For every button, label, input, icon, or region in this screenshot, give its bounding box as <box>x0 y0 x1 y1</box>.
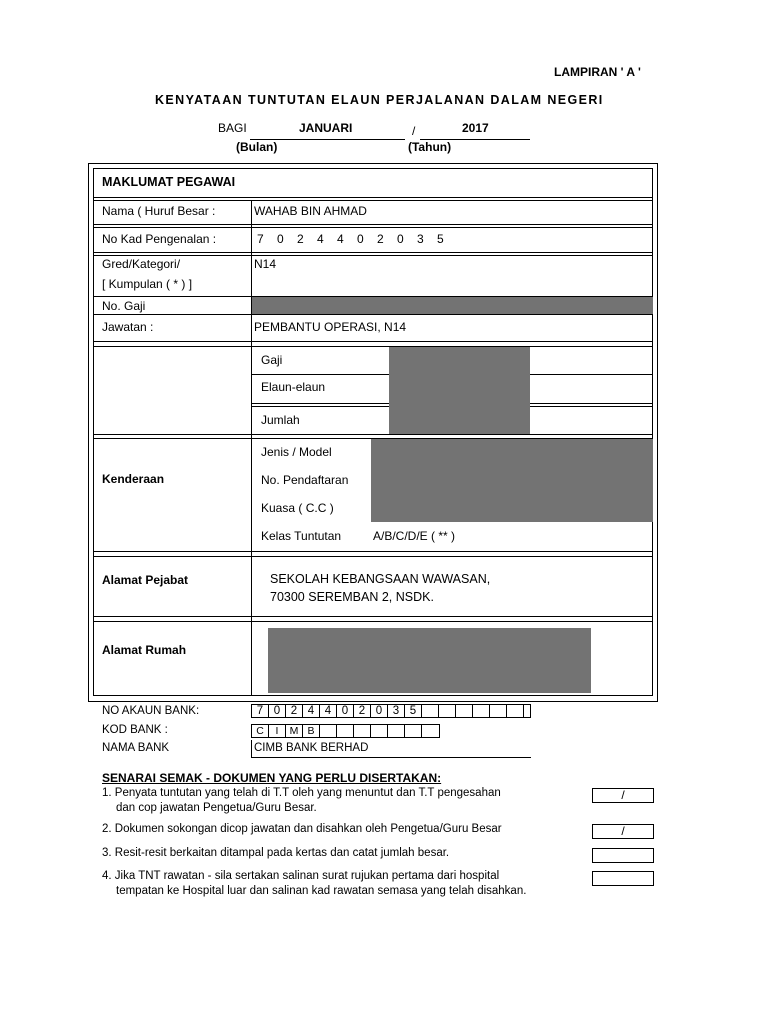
nama-bank-value: CIMB BANK BERHAD <box>254 742 369 754</box>
month-value: JANUARI <box>299 121 353 135</box>
ic-digit: 0 <box>277 232 284 246</box>
ic-digit: 2 <box>297 232 304 246</box>
akaun-cell <box>489 704 507 718</box>
akaun-cell <box>523 704 531 718</box>
akaun-label: NO AKAUN BANK: <box>102 705 200 717</box>
checklist-item4-line1: 4. Jika TNT rawatan - sila sertakan salinan surat rujukan pertama dari hospital <box>102 870 500 882</box>
akaun-cell: 3 <box>387 704 405 718</box>
kenderaan-redacted <box>371 439 653 522</box>
row-rule <box>93 200 653 201</box>
checklist-item2: 2. Dokumen sokongan dicop jawatan dan disahkan oleh Pengetua/Guru Besar <box>102 823 502 835</box>
checklist-item3-checkbox[interactable] <box>592 848 654 863</box>
checklist-item2-checkbox[interactable]: / <box>592 824 654 839</box>
date-slash: / <box>412 124 416 138</box>
akaun-cell: 2 <box>353 704 371 718</box>
nama-bank-underline <box>251 757 531 758</box>
kod-cell <box>353 724 371 738</box>
row-rule <box>93 346 653 347</box>
form-title: KENYATAAN TUNTUTAN ELAUN PERJALANAN DALAM NEGERI <box>155 93 604 107</box>
ic-digit: 4 <box>337 232 344 246</box>
nama-label: Nama ( Huruf Besar : <box>102 204 216 218</box>
row-rule <box>93 314 653 315</box>
kenderaan-label: Kenderaan <box>102 472 165 486</box>
akaun-cell: 4 <box>319 704 337 718</box>
pejabat-label: Alamat Pejabat <box>102 573 189 587</box>
pejabat-line1: SEKOLAH KEBANGSAAN WAWASAN, <box>270 572 491 586</box>
nama-bank-divider <box>251 740 252 757</box>
akaun-cell <box>455 704 473 718</box>
rumah-redacted <box>268 628 591 693</box>
ic-digit: 5 <box>437 232 444 246</box>
gaji-no-label: No. Gaji <box>102 299 146 313</box>
ic-digit: 7 <box>257 232 264 246</box>
row-rule <box>93 616 653 617</box>
pendaftaran-label: No. Pendaftaran <box>261 473 349 487</box>
checklist-item1-line1: 1. Penyata tuntutan yang telah di T.T oleh yang menuntut dan T.T pengesahan <box>102 787 501 799</box>
rumah-label: Alamat Rumah <box>102 643 187 657</box>
pendapatan-redacted <box>389 347 530 434</box>
checklist-item4-checkbox[interactable] <box>592 871 654 886</box>
kod-cell <box>370 724 388 738</box>
akaun-cell: 0 <box>370 704 388 718</box>
checklist-item1-checkbox[interactable]: / <box>592 788 654 803</box>
akaun-cell: 0 <box>336 704 354 718</box>
month-caption: (Bulan) <box>236 140 278 154</box>
ic-digit: 0 <box>357 232 364 246</box>
ic-digit: 4 <box>317 232 324 246</box>
ic-value <box>257 232 457 246</box>
ic-digit: 3 <box>417 232 424 246</box>
bagi-label: BAGI <box>218 121 247 135</box>
jawatan-value: PEMBANTU OPERASI, N14 <box>254 320 407 334</box>
akaun-cell <box>506 704 524 718</box>
kod-cell <box>421 724 440 738</box>
kod-cell: I <box>268 724 286 738</box>
kod-cell <box>319 724 337 738</box>
elaun-label: Elaun-elaun <box>261 380 326 394</box>
row-rule <box>93 197 653 198</box>
akaun-cell: 0 <box>268 704 286 718</box>
row-rule <box>93 255 653 256</box>
akaun-cell: 5 <box>404 704 422 718</box>
column-divider <box>251 200 252 696</box>
year-value: 2017 <box>462 121 489 135</box>
kod-cell: M <box>285 724 303 738</box>
row-rule <box>93 224 653 225</box>
akaun-cell: 2 <box>285 704 303 718</box>
row-rule <box>93 341 653 342</box>
gaji-label: Gaji <box>261 353 283 367</box>
row-rule <box>93 227 653 228</box>
kod-cell: C <box>251 724 269 738</box>
kod-cell <box>404 724 422 738</box>
jawatan-label: Jawatan : <box>102 320 154 334</box>
kod-cell: B <box>302 724 320 738</box>
akaun-cell <box>421 704 439 718</box>
gred-label-line1: Gred/Kategori/ <box>102 257 181 271</box>
gaji-no-redacted <box>252 297 653 314</box>
ic-digit: 0 <box>397 232 404 246</box>
row-rule <box>93 252 653 253</box>
kuasa-label: Kuasa ( C.C ) <box>261 501 334 515</box>
kelas-value: A/B/C/D/E ( ** ) <box>373 529 456 543</box>
ic-digit: 2 <box>377 232 384 246</box>
akaun-cell: 4 <box>302 704 320 718</box>
ic-label: No Kad Pengenalan : <box>102 232 217 246</box>
checklist-item1-line2: dan cop jawatan Pengetua/Guru Besar. <box>116 802 317 814</box>
kod-cell <box>387 724 405 738</box>
gred-label-line2: [ Kumpulan ( * ) ] <box>102 277 193 291</box>
row-rule <box>93 551 653 552</box>
kod-label: KOD BANK : <box>102 724 168 736</box>
nama-bank-label: NAMA BANK <box>102 742 170 754</box>
lampiran-label: LAMPIRAN ' A ' <box>554 65 641 79</box>
akaun-cell <box>472 704 490 718</box>
year-caption: (Tahun) <box>408 140 452 154</box>
checklist-title: SENARAI SEMAK - DOKUMEN YANG PERLU DISERTAKAN: <box>102 771 442 785</box>
checklist-item4-line2: tempatan ke Hospital luar dan salinan kad rawatan semasa yang telah disahkan. <box>116 885 527 897</box>
pejabat-line2: 70300 SEREMBAN 2, NSDK. <box>270 590 434 604</box>
gred-value: N14 <box>254 257 277 271</box>
row-rule <box>93 556 653 557</box>
jenis-label: Jenis / Model <box>261 445 332 459</box>
kod-cell <box>336 724 354 738</box>
row-rule <box>93 434 653 435</box>
kelas-label: Kelas Tuntutan <box>261 529 342 543</box>
section-title-pegawai: MAKLUMAT PEGAWAI <box>102 175 236 189</box>
akaun-cell <box>438 704 456 718</box>
nama-value: WAHAB BIN AHMAD <box>254 204 367 218</box>
checklist-item3: 3. Resit-resit berkaitan ditampal pada kertas dan catat jumlah besar. <box>102 847 450 859</box>
row-rule <box>93 621 653 622</box>
jumlah-label: Jumlah <box>261 413 300 427</box>
akaun-cell: 7 <box>251 704 269 718</box>
